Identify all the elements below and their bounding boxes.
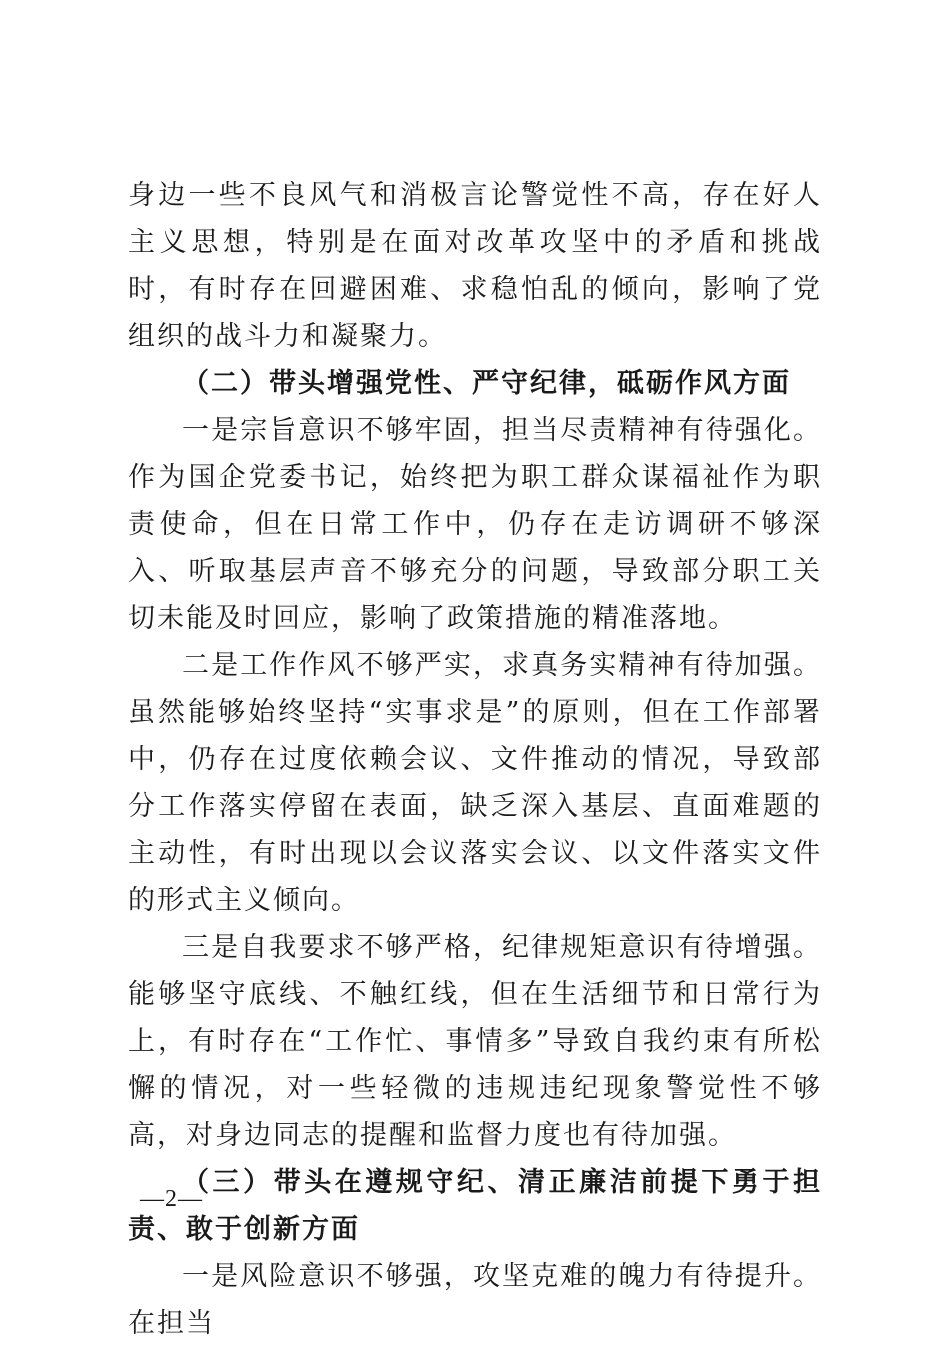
- paragraph-item-1: 一是宗旨意识不够牢固，担当尽责精神有待强化。作为国企党委书记，始终把为职工群众谋福祉作为职责使命，但在日常工作中，仍存在走访调研不够深入、听取基层声音不够充分的问题，导致部分职工关切未能及时回应，影响了政策措施的精准落地。: [128, 415, 822, 634]
- paragraph-item-3: 三是自我要求不够严格，纪律规矩意识有待增强。能够坚守底线、不触红线，但在生活细节和日常行为上，有时存在“工作忙、事情多”导致自我约束有所松懈的情况，对一些轻微的违规违纪现象警觉性不够高，对身边同志的提醒和监督力度也有待加强。: [128, 932, 822, 1151]
- paragraph-continuation: 身边一些不良风气和消极言论警觉性不高，存在好人主义思想，特别是在面对改革攻坚中的矛盾和挑战时，有时存在回避困难、求稳怕乱的倾向，影响了党组织的战斗力和凝聚力。: [128, 180, 822, 352]
- section-heading-2: （二）带头增强党性、严守纪律，砥砺作风方面: [182, 368, 791, 399]
- page-number: —2—: [140, 1186, 203, 1212]
- paragraph-item-4: 一是风险意识不够强，攻坚克难的魄力有待提升。在担当: [128, 1261, 822, 1339]
- document-page: [128, 172, 822, 1347]
- section-heading-3: （三）带头在遵规守纪、清正廉洁前提下勇于担责、敢于创新方面: [128, 1167, 822, 1245]
- paragraph-item-2: 二是工作作风不够严实，求真务实精神有待加强。虽然能够始终坚持“实事求是”的原则，但在工作部署中，仍存在过度依赖会议、文件推动的情况，导致部分工作落实停留在表面，缺乏深入基层、直面难题的主动性，有时出现以会议落实会议、以文件落实文件的形式主义倾向。: [128, 650, 822, 916]
